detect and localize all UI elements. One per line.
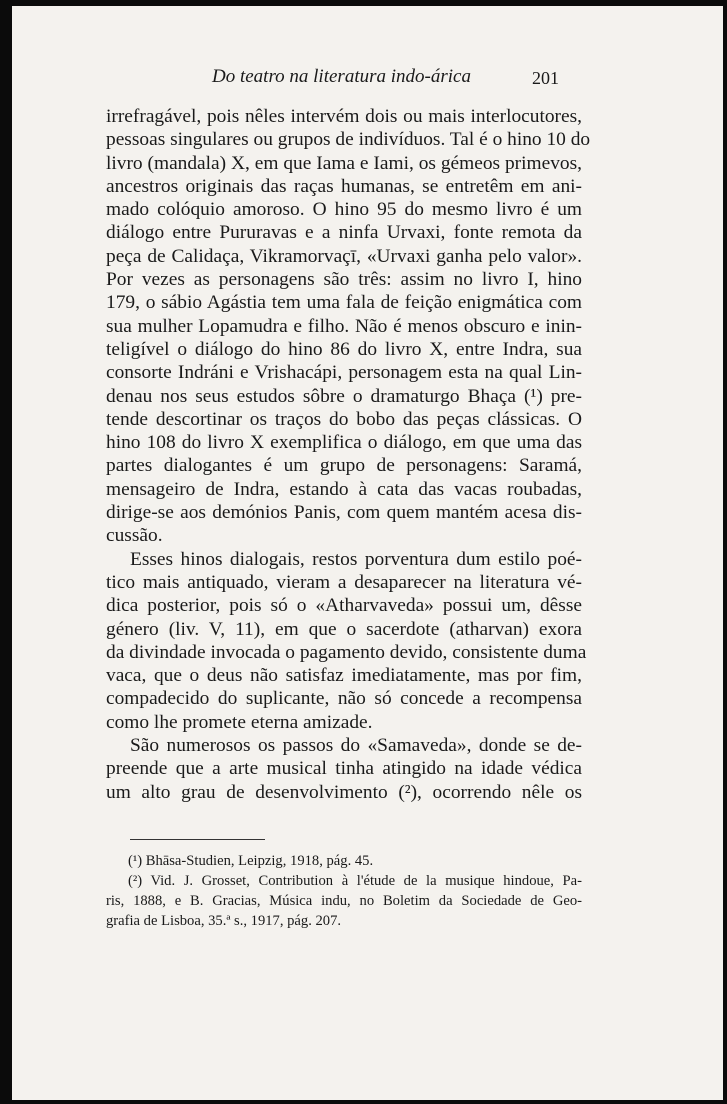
text-line: Esses hinos dialogais, restos porventura dum estilo poé- (130, 548, 582, 570)
text-line: Por vezes as personagens são três: assim no livro I, hino (106, 269, 582, 291)
text-line: tico mais antiquado, vieram a desaparecer na literatura vé- (106, 571, 582, 593)
text-line: como lhe promete eterna amizade. (106, 711, 373, 733)
book-page (12, 6, 723, 1100)
footnotes (106, 851, 582, 931)
text-line: teligível o diálogo do hino 86 do livro X, entre Indra, sua (106, 338, 582, 360)
page-number: 201 (532, 68, 559, 88)
text-line: partes dialogantes é um grupo de personagens: Saramá, (106, 455, 582, 477)
text-line: mensageiro de Indra, estando à cata das vacas roubadas, (106, 478, 582, 500)
text-line: da divindade invocada o pagamento devido, consistente duma (106, 641, 587, 663)
text-line: vaca, que o deus não satisfaz imediatamente, mas por fim, (106, 665, 582, 687)
text-line: sua mulher Lopamudra e filho. Não é menos obscuro e inin- (106, 315, 582, 337)
text-line: diálogo entre Pururavas e a ninfa Urvaxi, fonte remota da (106, 222, 582, 244)
text-line: pessoas singulares ou grupos de indivíduos. Tal é o hino 10 do (106, 129, 591, 151)
text-line: dica posterior, pois só o «Atharvaveda» possui um, dêsse (106, 595, 582, 617)
text-line: cussão. (106, 525, 163, 547)
footnote-divider (130, 839, 265, 840)
footnote-line: (²) Vid. J. Grosset, Contribution à l'étude de la musique hindoue, Pa- (128, 873, 582, 889)
text-line: compadecido do suplicante, não só concede a recompensa (106, 688, 582, 710)
text-line: dirige-se aos demónios Panis, com quem mantém acesa dis- (106, 502, 582, 524)
text-line: ancestros originais das raças humanas, se entretêm em ani- (106, 175, 582, 197)
body-text (106, 105, 591, 804)
text-line: hino 108 do livro X exemplifica o diálogo, em que uma das (106, 432, 582, 454)
text-line: irrefragável, pois nêles intervém dois ou mais interlocutores, (106, 106, 582, 127)
footnote-line: grafia de Lisboa, 35.ª s., 1917, pág. 207. (106, 913, 342, 929)
text-line: denau nos seus estudos sôbre o dramaturgo Bhaça (¹) pre- (106, 385, 582, 407)
text-line: género (liv. V, 11), em que o sacerdote (atharvan) exora (106, 618, 582, 640)
text-line: peça de Calidaça, Vikramorvaçī, «Urvaxi ganha pelo valor». (106, 245, 582, 267)
text-line: mado colóquio amoroso. O hino 95 do mesmo livro é um (106, 199, 582, 221)
text-line: 179, o sábio Agástia tem uma fala de feição enigmática com (106, 292, 582, 314)
text-line: tende descortinar os traços do bobo das peças clássicas. O (106, 408, 582, 430)
footnote-line: (¹) Bhāsa-Studien, Leipzig, 1918, pág. 45. (128, 853, 374, 869)
footnote-line: ris, 1888, e B. Gracias, Música indu, no Boletim da Sociedade de Geo- (106, 893, 582, 909)
running-title: Do teatro na literatura indo-árica (212, 66, 471, 87)
text-line: um alto grau de desenvolvimento (²), ocorrendo nêle os (106, 781, 582, 803)
text-line: consorte Indráni e Vrishacápi, personagem esta na qual Lin- (106, 362, 582, 384)
page-header (12, 66, 723, 96)
text-line: preende que a arte musical tinha atingido na idade védica (106, 758, 582, 780)
text-line: livro (mandala) X, em que Iama e Iami, os gémeos primevos, (106, 152, 582, 174)
text-line: São numerosos os passos do «Samaveda», donde se de- (130, 735, 582, 757)
